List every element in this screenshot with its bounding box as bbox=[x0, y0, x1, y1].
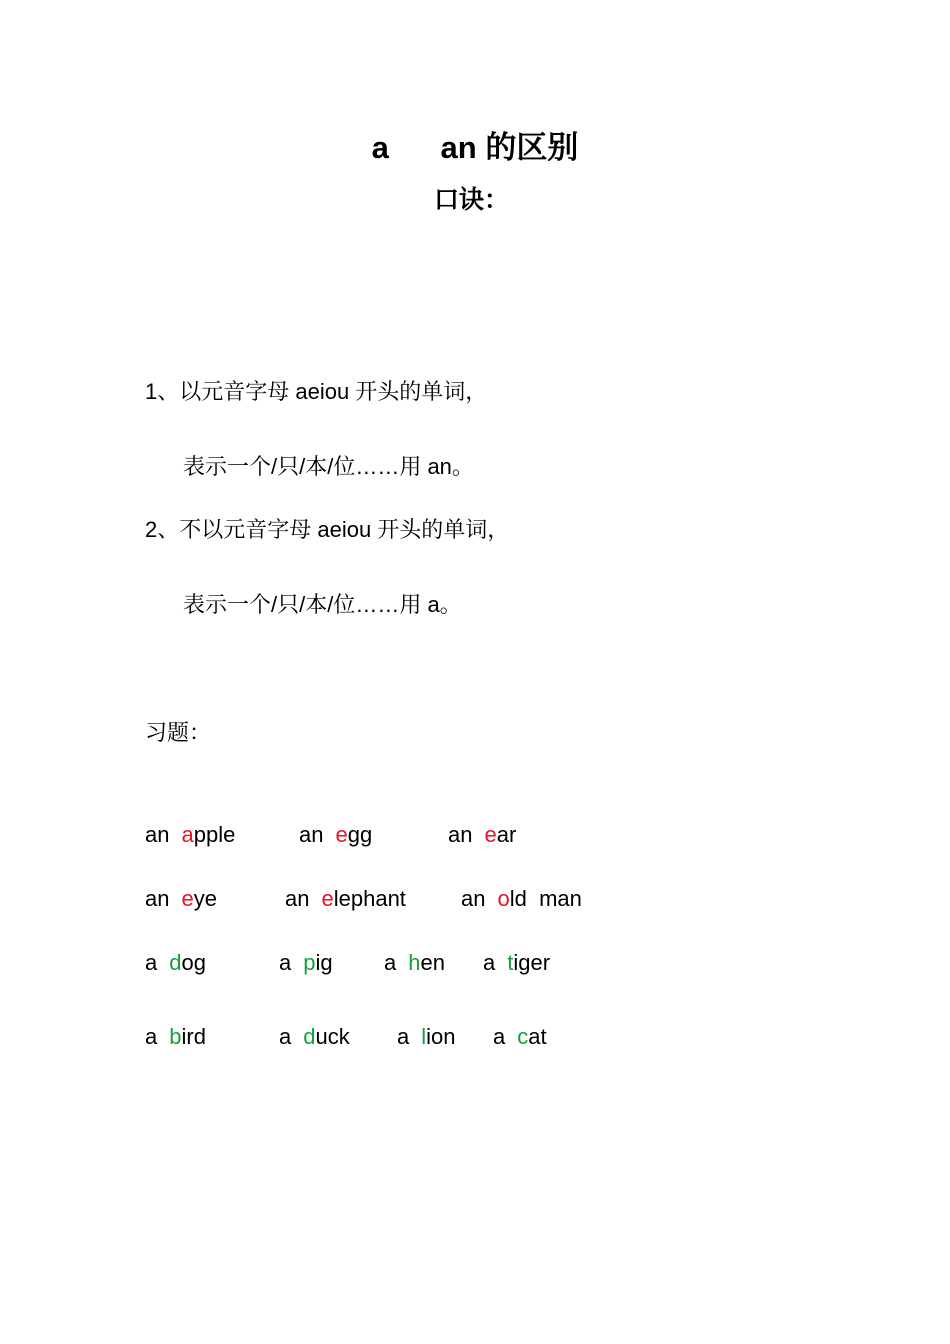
initial-letter: d bbox=[169, 950, 182, 975]
word-remainder: en bbox=[420, 950, 445, 975]
noun-word bbox=[321, 883, 405, 915]
initial-letter: e bbox=[335, 822, 348, 847]
noun-word bbox=[303, 1021, 350, 1053]
article-word: a bbox=[483, 950, 496, 975]
noun-word bbox=[335, 819, 372, 851]
noun-word bbox=[484, 819, 516, 851]
word-remainder: ird bbox=[181, 1024, 206, 1049]
word-remainder: ig bbox=[315, 950, 333, 975]
noun-word bbox=[303, 947, 332, 979]
article-word: a bbox=[279, 950, 292, 975]
initial-letter: h bbox=[408, 950, 421, 975]
article-word: a bbox=[384, 950, 397, 975]
noun-word bbox=[169, 947, 206, 979]
initial-letter: e bbox=[181, 886, 194, 911]
exercise-item bbox=[279, 1021, 350, 1053]
exercise-item bbox=[493, 1021, 547, 1053]
exercise-row bbox=[0, 947, 950, 979]
word-remainder: iger bbox=[513, 950, 551, 975]
exercise-item bbox=[279, 947, 333, 979]
exercise-row bbox=[0, 819, 950, 851]
exercise-item bbox=[384, 947, 445, 979]
article-word: a bbox=[493, 1024, 506, 1049]
article-word: an bbox=[299, 822, 324, 847]
word-remainder: pple bbox=[193, 822, 236, 847]
exercise-item bbox=[299, 819, 372, 851]
exercise-item bbox=[483, 947, 550, 979]
initial-letter: t bbox=[507, 950, 514, 975]
article-word: an bbox=[145, 886, 170, 911]
noun-word bbox=[181, 883, 217, 915]
exercise-item bbox=[145, 1021, 206, 1053]
word-remainder: ye bbox=[193, 886, 217, 911]
noun-word bbox=[169, 1021, 206, 1053]
exercise-item bbox=[145, 883, 217, 915]
initial-letter: b bbox=[169, 1024, 182, 1049]
article-word: an bbox=[145, 822, 170, 847]
initial-letter: e bbox=[484, 822, 497, 847]
rule-2-line-1: 2、不以元音字母 aeiou 开头的单词， bbox=[145, 517, 510, 542]
word-remainder: ion bbox=[426, 1024, 456, 1049]
initial-letter: p bbox=[303, 950, 316, 975]
article-word: an bbox=[461, 886, 486, 911]
word-remainder: og bbox=[181, 950, 206, 975]
noun-word bbox=[181, 819, 235, 851]
exercise-item bbox=[145, 947, 206, 979]
exercise-heading: 习题： bbox=[145, 720, 212, 745]
word-remainder: lephant bbox=[333, 886, 406, 911]
noun-word bbox=[408, 947, 445, 979]
exercise-row bbox=[0, 883, 950, 915]
rule-1-line-2: 表示一个/只/本/位……用 an。 bbox=[183, 454, 474, 479]
exercise-item bbox=[461, 883, 582, 915]
noun-word bbox=[517, 1021, 546, 1053]
word-remainder: gg bbox=[347, 822, 373, 847]
article-word: a bbox=[145, 1024, 158, 1049]
mnemonic-heading: 口诀： bbox=[434, 186, 510, 214]
initial-letter: o bbox=[497, 886, 510, 911]
word-remainder: ld man bbox=[509, 886, 582, 911]
word-remainder: uck bbox=[315, 1024, 350, 1049]
word-remainder: ar bbox=[496, 822, 517, 847]
article-word: an bbox=[285, 886, 310, 911]
noun-word bbox=[421, 1021, 455, 1053]
noun-word bbox=[507, 947, 550, 979]
exercise-item bbox=[145, 819, 235, 851]
noun-word bbox=[497, 883, 581, 915]
initial-letter: d bbox=[303, 1024, 316, 1049]
exercise-item bbox=[397, 1021, 456, 1053]
exercise-item bbox=[285, 883, 406, 915]
exercise-item bbox=[448, 819, 516, 851]
initial-letter: a bbox=[181, 822, 194, 847]
word-remainder: at bbox=[528, 1024, 547, 1049]
article-word: a bbox=[279, 1024, 292, 1049]
initial-letter: e bbox=[321, 886, 334, 911]
rule-1-line-1: 1、以元音字母 aeiou 开头的单词， bbox=[145, 379, 488, 404]
document-title: a an 的区别 bbox=[371, 130, 579, 165]
article-word: a bbox=[397, 1024, 410, 1049]
article-word: an bbox=[448, 822, 473, 847]
article-word: a bbox=[145, 950, 158, 975]
exercise-row bbox=[0, 1021, 950, 1053]
rule-2-line-2: 表示一个/只/本/位……用 a。 bbox=[183, 592, 462, 617]
initial-letter: l bbox=[421, 1024, 427, 1049]
initial-letter: c bbox=[517, 1024, 529, 1049]
